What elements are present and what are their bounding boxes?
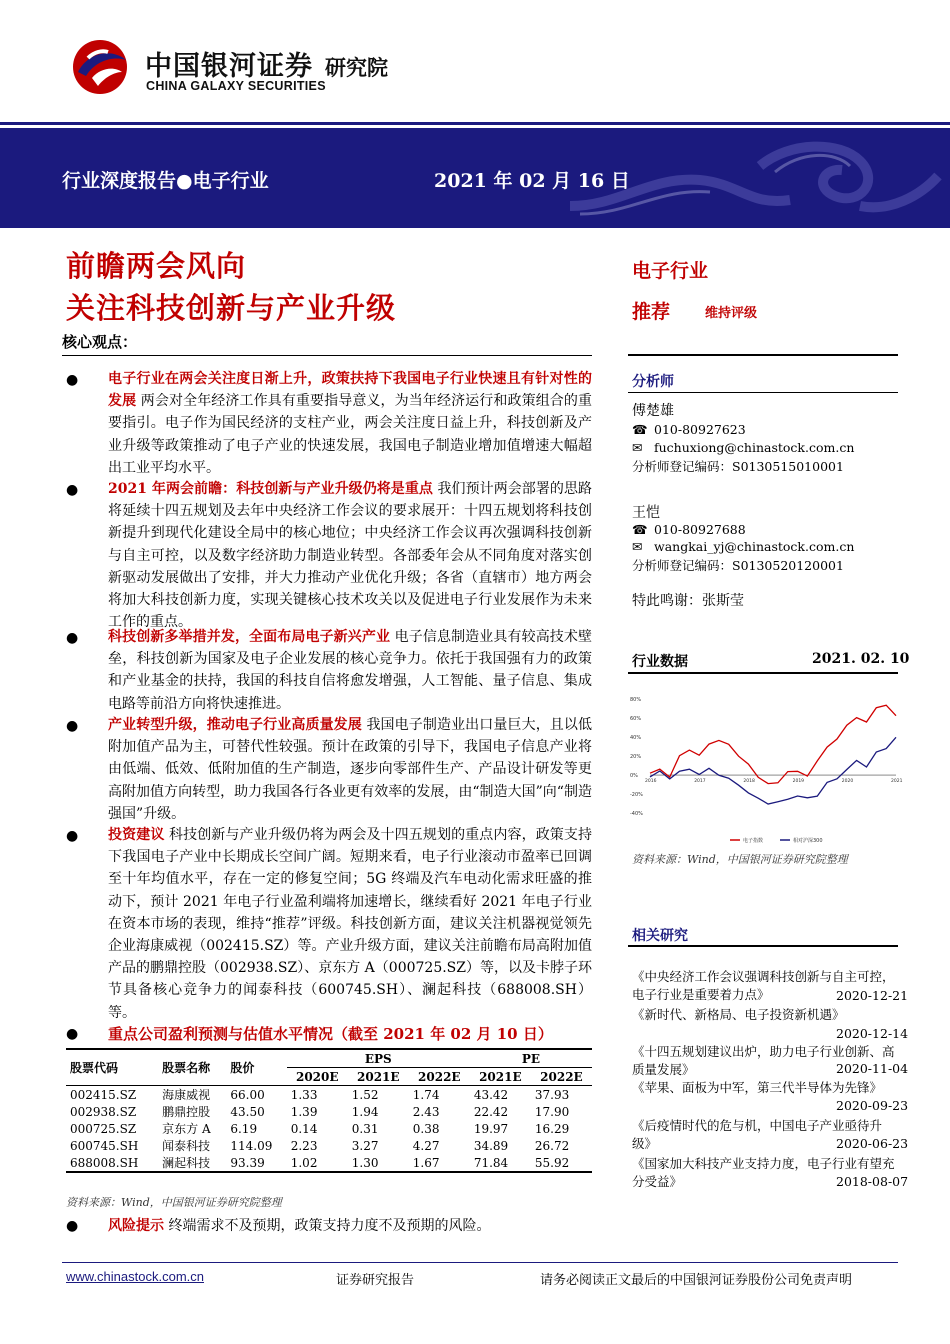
cell-value: 1.33 bbox=[290, 1087, 318, 1102]
col-code: 股票代码 bbox=[66, 1049, 158, 1086]
point-1-lead: 电子行业在两会关注度日渐上升，政策扶持下我国电子行业快速且有针对性的发展 bbox=[108, 371, 592, 410]
col-year: 2022E bbox=[418, 1069, 461, 1084]
point-4 bbox=[108, 714, 592, 825]
bullet-dot: ● bbox=[66, 828, 79, 844]
cell-value: 0.14 bbox=[290, 1121, 318, 1136]
cell-value: 16.29 bbox=[534, 1121, 570, 1136]
cell-name: 海康威视 bbox=[162, 1088, 211, 1102]
legend-label: 相对沪深300 bbox=[793, 838, 823, 844]
y-tick-label: 0% bbox=[630, 773, 638, 780]
col-eps: EPS bbox=[287, 1049, 470, 1068]
x-tick-label: 2020 bbox=[841, 779, 854, 785]
table-row bbox=[66, 1103, 592, 1120]
acknowledgement: 特此鸣谢：张斯莹 bbox=[632, 593, 744, 609]
cell-code: 002938.SZ bbox=[70, 1104, 137, 1119]
core-rule bbox=[62, 355, 592, 356]
cell-value: 1.02 bbox=[290, 1155, 318, 1170]
y-tick-label: 40% bbox=[630, 734, 642, 741]
y-tick-label: 80% bbox=[630, 696, 642, 703]
related-heading: 相关研究 bbox=[632, 928, 688, 944]
logo-english: CHINA GALAXY SECURITIES bbox=[146, 79, 326, 93]
cell-value: 1.67 bbox=[412, 1155, 440, 1170]
point-2-body: 我们预计两会部署的思路将延续十四五规划及去年中央经济工作会议的要求展开：十四五规划将科技创新提升到现代化建设全局中的核心地位；中央经济工作会议再次强调科技创新与自主可控，以及数字经济助力制造业转型。各部委年会从不同角度对落实创新驱动发展做出了安排，并大力推动产业优化升级；各省（直辖市）地方两会将加大科技创新力度，实现关键核心技术攻关以及促进电子行业发展作为未来工作的重点。 bbox=[108, 481, 593, 631]
cell-value: 22.42 bbox=[473, 1104, 509, 1119]
email-address[interactable]: wangkai_yj@chinastock.com.cn bbox=[654, 539, 855, 554]
bullet-dot: ● bbox=[66, 482, 79, 498]
risk-label: 风险提示 bbox=[108, 1218, 164, 1234]
cell-code: 688008.SH bbox=[70, 1155, 139, 1170]
analyst-reg: 分析师登记编码：S0130515010001 bbox=[632, 459, 844, 474]
analyst-phone bbox=[632, 522, 746, 537]
x-tick-label: 2021 bbox=[891, 779, 903, 785]
bullet-dot: ● bbox=[66, 1218, 79, 1234]
chart-source: 资料来源：Wind，中国银河证券研究院整理 bbox=[632, 853, 848, 866]
sidebar-rule bbox=[628, 672, 898, 674]
sidebar-rule bbox=[628, 945, 898, 947]
point-1-body: 两会对全年经济工作具有重要指导意义，为当年经济运行和政策组合的重要指引。电子作为国民经济的支柱产业，两会关注度日益上升，科技创新及产业升级等政策推动了电子产业的快速发展，我国电子制造业增加值增速大幅超出工业平均水平。 bbox=[108, 393, 593, 476]
y-tick-label: 60% bbox=[630, 715, 642, 722]
point-5-lead: 投资建议 bbox=[108, 827, 165, 843]
analyst-reg: 分析师登记编码：S0130520120001 bbox=[632, 558, 844, 573]
cell-name: 澜起科技 bbox=[162, 1156, 211, 1170]
cell-price: 43.50 bbox=[230, 1104, 265, 1119]
point-3-body: 电子信息制造业具有较高技术壁垒，科技创新为国家及电子企业发展的核心竞争力。依托于我国强有力的政策和产业基金的扶持，我国的科技自信将愈发增强，人工智能、量子信息、集成电路等前沿方向将快速推进。 bbox=[108, 629, 593, 712]
cell-value: 0.38 bbox=[412, 1121, 440, 1136]
col-price: 股价 bbox=[226, 1049, 286, 1086]
cell-value: 43.42 bbox=[473, 1087, 509, 1102]
email-icon: ✉ bbox=[632, 440, 643, 455]
cell-value: 3.27 bbox=[351, 1138, 379, 1153]
cell-price: 114.09 bbox=[230, 1138, 273, 1153]
col-year: 2020E bbox=[295, 1069, 339, 1084]
series-line-1 bbox=[650, 705, 896, 783]
x-tick-label: 2018 bbox=[743, 779, 755, 785]
cell-value: 4.27 bbox=[412, 1138, 440, 1153]
point-4-lead: 产业转型升级，推动电子行业高质量发展 bbox=[108, 717, 362, 733]
chart-date: 2021. 02. 10 bbox=[812, 651, 910, 667]
related-date: 2020-12-14 bbox=[836, 1026, 909, 1041]
sidebar-industry: 电子行业 bbox=[632, 260, 709, 282]
legend-label: 电子指数 bbox=[743, 838, 764, 844]
sidebar-rule bbox=[628, 354, 898, 356]
table-row bbox=[66, 1120, 592, 1137]
bullet-dot: ● bbox=[66, 372, 79, 388]
footer-url-link[interactable]: www.chinastock.com.cn bbox=[66, 1269, 204, 1284]
analyst-heading: 分析师 bbox=[632, 374, 674, 390]
report-title-line2: 关注科技创新与产业升级 bbox=[66, 291, 397, 325]
footer-doc-type: 证券研究报告 bbox=[336, 1273, 415, 1288]
related-report[interactable]: 《国家加大科技产业支持力度，电子行业有望充分受益》 bbox=[632, 1156, 895, 1189]
series-line-2 bbox=[650, 737, 896, 804]
table-source: 资料来源：Wind，中国银河证券研究院整理 bbox=[66, 1196, 282, 1209]
cell-value: 1.30 bbox=[351, 1155, 379, 1170]
bullet-dot: ● bbox=[66, 718, 79, 734]
point-3-lead: 科技创新多举措并发，全面布局电子新兴产业 bbox=[108, 629, 391, 645]
x-tick-label: 2017 bbox=[694, 779, 706, 785]
industry-chart bbox=[630, 690, 903, 850]
related-date: 2020-12-21 bbox=[836, 988, 909, 1003]
cell-price: 66.00 bbox=[230, 1087, 265, 1102]
footer-rule bbox=[62, 1262, 898, 1263]
estimates-table bbox=[66, 1048, 592, 1173]
cell-name: 闻泰科技 bbox=[162, 1139, 211, 1153]
related-date: 2020-06-23 bbox=[836, 1136, 909, 1151]
footer-disclaimer: 请务必阅读正文最后的中国银河证券股份公司免责声明 bbox=[540, 1273, 853, 1288]
cell-value: 37.93 bbox=[534, 1087, 570, 1102]
point-4-body: 我国电子制造业出口量巨大，且以低附加值产品为主，可替代性较强。预计在政策的引导下，我国电子信息产业将由低端、低效、低附加值的生产制造，逐步向零部件生产、产品设计研发等更高附加值方向转型，助力我国各行各业更有效率的发展，由“制造大国”向“制造强国”升级。 bbox=[108, 717, 593, 822]
phone-number: 010-80927623 bbox=[654, 422, 746, 437]
risk-note bbox=[108, 1215, 490, 1235]
related-date: 2020-11-04 bbox=[836, 1061, 909, 1076]
cell-value: 71.84 bbox=[473, 1155, 509, 1170]
x-tick-label: 2019 bbox=[792, 779, 805, 785]
related-report[interactable]: 《中央经济工作会议强调科技创新与自主可控，电子行业是重要着力点》 bbox=[632, 969, 895, 1002]
col-year: 2021E bbox=[357, 1069, 400, 1084]
email-icon: ✉ bbox=[632, 539, 643, 554]
point-2 bbox=[108, 478, 592, 633]
cell-value: 1.52 bbox=[351, 1087, 379, 1102]
cell-value: 34.89 bbox=[473, 1138, 509, 1153]
x-tick-label: 2016 bbox=[645, 779, 657, 785]
point-1 bbox=[108, 368, 592, 479]
report-date: 2021 年 02 月 16 日 bbox=[434, 170, 630, 192]
analyst-name: 王恺 bbox=[632, 505, 660, 521]
cell-value: 19.97 bbox=[473, 1121, 509, 1136]
col-pe: PE bbox=[470, 1049, 592, 1068]
col-year: 2021E bbox=[479, 1069, 522, 1084]
logo-chinese: 中国银河证券 bbox=[145, 51, 313, 82]
related-report[interactable]: 《后疫情时代的危与机，中国电子产业亟待升级》 bbox=[632, 1118, 883, 1151]
col-name: 股票名称 bbox=[158, 1049, 226, 1086]
phone-number: 010-80927688 bbox=[654, 522, 746, 537]
sidebar-rule bbox=[628, 392, 898, 393]
table-row bbox=[66, 1137, 592, 1154]
cell-value: 0.31 bbox=[351, 1121, 379, 1136]
report-title-line1: 前瞻两会风向 bbox=[66, 249, 247, 283]
cell-value: 2.23 bbox=[290, 1138, 318, 1153]
bullet-dot: ● bbox=[66, 630, 79, 646]
galaxy-logo-icon bbox=[68, 38, 132, 96]
cell-code: 000725.SZ bbox=[70, 1121, 137, 1136]
cell-value: 1.74 bbox=[412, 1087, 440, 1102]
analyst-phone bbox=[632, 422, 746, 437]
bullet-dot: ● bbox=[66, 1026, 79, 1042]
point-5 bbox=[108, 824, 592, 1024]
cell-code: 600745.SH bbox=[70, 1138, 139, 1153]
related-date: 2020-09-23 bbox=[836, 1098, 909, 1113]
chart-heading: 行业数据 bbox=[632, 654, 688, 670]
cell-value: 17.90 bbox=[534, 1104, 570, 1119]
cell-name: 鹏鼎控股 bbox=[162, 1105, 211, 1119]
estimates-table-title: 重点公司盈利预测与估值水平情况（截至 2021 年 02 月 10 日） bbox=[108, 1025, 553, 1043]
cell-price: 93.39 bbox=[230, 1155, 265, 1170]
phone-icon: ☎ bbox=[632, 422, 648, 437]
cell-name: 京东方 A bbox=[162, 1122, 211, 1136]
cell-value: 1.39 bbox=[290, 1104, 318, 1119]
analyst-email[interactable] bbox=[632, 440, 854, 455]
header-rule bbox=[0, 122, 950, 125]
cell-value: 26.72 bbox=[534, 1138, 570, 1153]
col-year: 2022E bbox=[540, 1069, 583, 1084]
y-tick-label: -40% bbox=[630, 811, 643, 818]
cell-price: 6.19 bbox=[230, 1121, 258, 1136]
risk-text: 终端需求不及预期，政策支持力度不及预期的风险。 bbox=[168, 1218, 491, 1234]
point-2-lead: 2021 年两会前瞻：科技创新与产业升级仍将是重点 bbox=[108, 481, 433, 497]
table-row bbox=[66, 1154, 592, 1172]
point-5-body: 科技创新与产业升级仍将为两会及十四五规划的重点内容，政策支持下我国电子产业中长期成长空间广阔。短期来看，电子行业滚动市盈率已回调至十年均值水平，存在一定的修复空间；5G 终端及汽车电动化需求旺盛的推动下，预计 2021 年电子行业盈利端将加速增长，继续看好 2021 年电子行业在资本市场的表现，维持“推荐”评级。科技创新方面，建议关注机器视觉领先企业海康威视（002415.SZ）等。产业升级方面，建议关注前瞻布局高附加值产品的鹏鼎控股（002938.SZ）、京东方 A（000725.SZ）等，以及卡脖子环节具备核心竞争力的闻泰科技（600745.SH）、澜起科技（688008.SH）等。 bbox=[108, 827, 593, 1021]
analyst-email[interactable] bbox=[632, 539, 854, 554]
rating-label: 推荐 bbox=[632, 301, 671, 323]
analyst-name: 傅楚雄 bbox=[632, 403, 674, 419]
phone-icon: ☎ bbox=[632, 522, 648, 537]
related-date: 2018-08-07 bbox=[836, 1174, 909, 1189]
y-tick-label: 20% bbox=[630, 754, 642, 760]
related-report[interactable]: 《苹果、面板为中军，第三代半导体为先锋》 bbox=[632, 1080, 883, 1095]
cell-value: 2.43 bbox=[412, 1104, 440, 1119]
y-tick-label: -20% bbox=[630, 792, 643, 799]
cell-value: 55.92 bbox=[534, 1155, 570, 1170]
related-report[interactable]: 《新时代、新格局、电子投资新机遇》 bbox=[632, 1007, 845, 1022]
report-category: 行业深度报告●电子行业 bbox=[62, 170, 269, 192]
cell-value: 1.94 bbox=[351, 1104, 379, 1119]
email-address[interactable]: fuchuxiong@chinastock.com.cn bbox=[654, 440, 855, 455]
point-3 bbox=[108, 626, 592, 715]
rating-note: 维持评级 bbox=[705, 306, 758, 321]
cell-code: 002415.SZ bbox=[70, 1087, 137, 1102]
core-label: 核心观点： bbox=[62, 333, 138, 351]
table-row bbox=[66, 1086, 592, 1104]
logo-institute: 研究院 bbox=[325, 56, 388, 80]
related-report[interactable]: 《十四五规划建议出炉，助力电子行业创新、高质量发展》 bbox=[632, 1044, 895, 1077]
